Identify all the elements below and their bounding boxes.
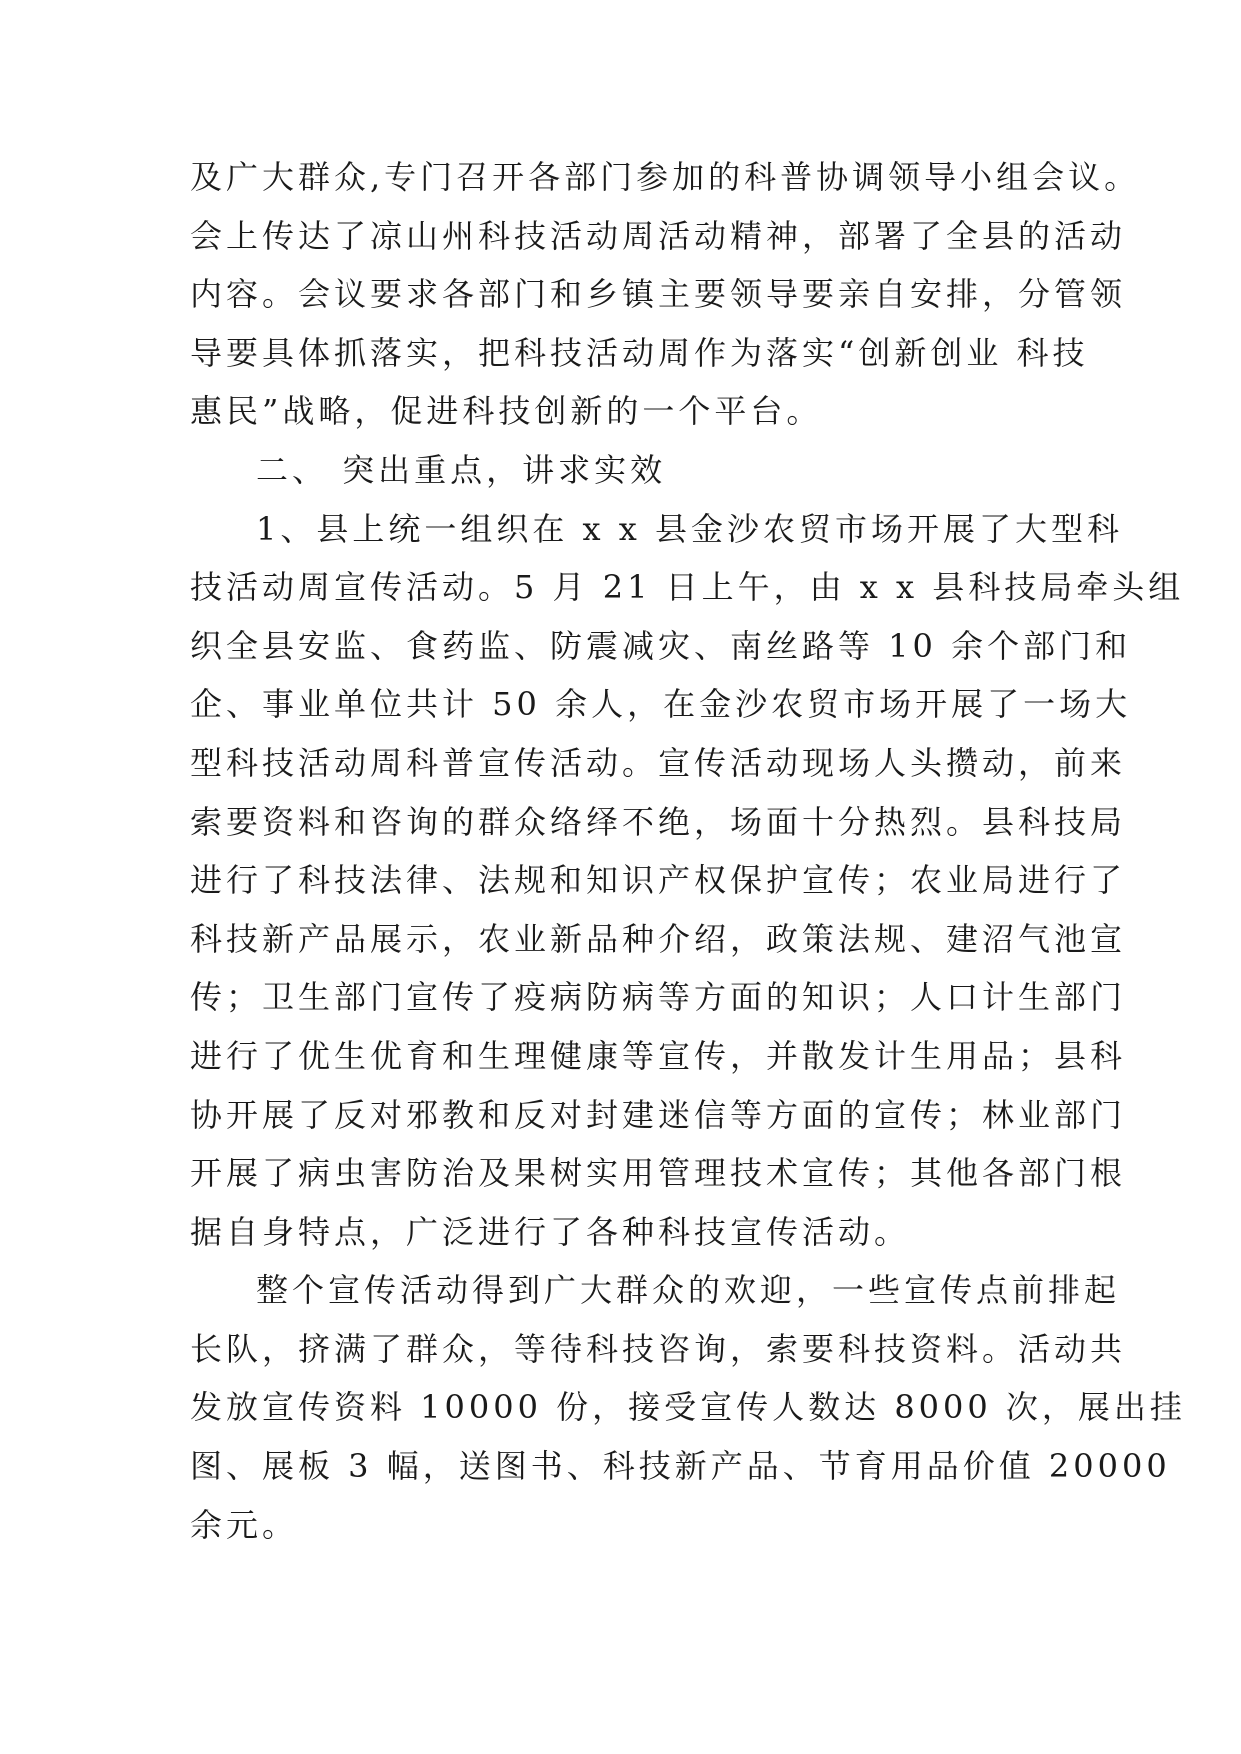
text-line: 科技新产品展示，农业新品种介绍，政策法规、建沼气池宣 — [190, 919, 1127, 958]
text-line: 进行了科技法律、法规和知识产权保护宣传；农业局进行了 — [190, 861, 1127, 900]
text-line: 型科技活动周科普宣传活动。宣传活动现场人头攒动，前来 — [190, 743, 1127, 782]
text-line: 会上传达了凉山州科技活动周活动精神，部署了全县的活动 — [190, 216, 1127, 255]
text-line: 内容。会议要求各部门和乡镇主要领导要亲自安排，分管领 — [190, 275, 1127, 314]
text-line: 导要具体抓落实，把科技活动周作为落实“创新创业 科技 — [190, 333, 1089, 372]
paragraph-start-line: 整个宣传活动得到广大群众的欢迎，一些宣传点前排起 — [256, 1271, 1121, 1310]
text-line: 开展了病虫害防治及果树实用管理技术宣传；其他各部门根 — [190, 1154, 1127, 1193]
text-line: 长队，挤满了群众，等待科技咨询，索要科技资料。活动共 — [190, 1329, 1127, 1368]
text-line: 图、展板 3 幅，送图书、科技新产品、节育用品价值 20000 — [190, 1447, 1171, 1486]
text-line: 余元。 — [190, 1505, 299, 1544]
text-line: 发放宣传资料 10000 份，接受宣传人数达 8000 次，展出挂 — [190, 1388, 1186, 1427]
text-line: 技活动周宣传活动。5 月 21 日上午，由 x x 县科技局牵头组 — [190, 568, 1185, 607]
document-body — [190, 148, 1186, 1554]
text-line: 索要资料和咨询的群众络绎不绝，场面十分热烈。县科技局 — [190, 802, 1127, 841]
text-line: 据自身特点，广泛进行了各种科技宣传活动。 — [190, 1212, 911, 1251]
text-line: 惠民”战略，促进科技创新的一个平台。 — [190, 392, 823, 431]
text-line: 传；卫生部门宣传了疫病防病等方面的知识；人口计生部门 — [190, 978, 1127, 1017]
text-line: 协开展了反对邪教和反对封建迷信等方面的宣传；林业部门 — [190, 1095, 1127, 1134]
text-line: 企、事业单位共计 50 余人，在金沙农贸市场开展了一场大 — [190, 685, 1132, 724]
text-line: 及广大群众,专门召开各部门参加的科普协调领导小组会议。 — [190, 158, 1141, 196]
text-line: 织全县安监、食药监、防震减灾、南丝路等 10 余个部门和 — [190, 626, 1132, 665]
text-line: 进行了优生优育和生理健康等宣传，并散发计生用品；县科 — [190, 1036, 1127, 1075]
section-heading: 二、 突出重点，讲求实效 — [256, 450, 667, 489]
paragraph-start-line: 1、县上统一组织在 x x 县金沙农贸市场开展了大型科 — [256, 509, 1123, 548]
